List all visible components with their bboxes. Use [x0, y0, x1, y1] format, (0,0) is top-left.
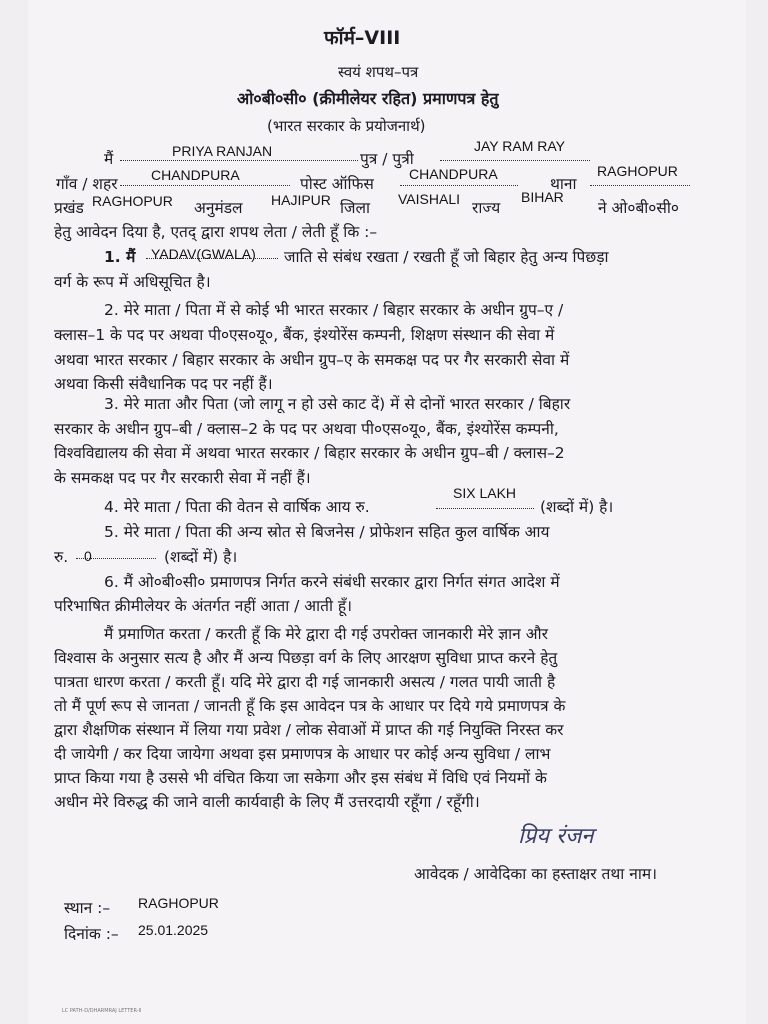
para1-lead: 1. मैं: [104, 248, 136, 266]
place-label: स्थान :–: [64, 899, 111, 917]
date-value: 25.01.2025: [138, 922, 209, 938]
para4-lead: 4. मेरे माता / पिता की वेतन से वार्षिक आय रु.: [104, 498, 370, 516]
para7-line7: प्राप्त किया गया है उससे भी वंचित किया जा सकेगा और इस संबंध में विधि एवं नियमों के: [54, 769, 547, 787]
label-anumandal: अनुमंडल: [194, 199, 243, 217]
label-post-office: पोस्ट ऑफिस: [300, 175, 374, 193]
thana-name: RAGHOPUR: [597, 163, 678, 179]
label-zila: जिला: [340, 199, 371, 217]
para5-tail2: (शब्दों में) है।: [164, 548, 238, 566]
para7-line4: तो मैं पूर्ण रूप से जानता / जानती हूँ कि इस आवेदन पत्र के आधार पर दिये गये प्रमाणपत्र के: [54, 697, 566, 715]
para7-line1: मैं प्रमाणित करता / करती हूँ कि मेरे द्वारा दी गई उपरोक्त जानकारी मेरे ज्ञान और: [104, 625, 548, 643]
para3-line2: सरकार के अधीन ग्रुप–बी / क्लास–2 के पद पर अथवा पी०एस०यू०, बैंक, इंश्योरेंस कम्पनी,: [54, 420, 559, 438]
para3-line1: 3. मेरे माता और पिता (जो लागू न हो उसे काट दें) में से दोनों भारत सरकार / बिहार: [104, 395, 571, 413]
signature-caption: आवेदक / आवेदिका का हस्ताक्षर तथा नाम।: [414, 865, 657, 883]
para3-line3: विश्वविद्यालय की सेवा में अथवा भारत सरकार / बिहार सरकार के अधीन ग्रुप–बी / क्लास–2: [54, 444, 565, 462]
label-rajya: राज्य: [472, 199, 501, 217]
para7-line6: दी जायेगी / कर दिया जायेगा अथवा इस प्रमाणपत्र के आधार पर कोई अन्य सुविधा / लाभ: [54, 745, 551, 763]
caste-name: YADAV(GWALA): [151, 246, 256, 262]
post-office-name: CHANDPURA: [409, 166, 498, 182]
district-name: VAISHALI: [398, 191, 460, 207]
handwritten-signature: प्रिय रंजन: [518, 824, 594, 849]
para5-line1: 5. मेरे माता / पिता की अन्य स्रोत से बिजनेस / प्रोफेशन सहित कुल वार्षिक आय: [104, 523, 550, 541]
label-ne-obc: ने ओ०बी०सी०: [598, 199, 679, 217]
father-name: JAY RAM RAY: [474, 138, 566, 154]
para7-line8: अधीन मेरे विरुद्ध की जाने वाली कार्यवाही के लिए मैं उत्तरदायी रहूँगा / रहूँगी।: [54, 793, 480, 811]
para6-line2: परिभाषित क्रीमीलेयर के अंतर्गत नहीं आता / आती हूँ।: [54, 597, 353, 615]
para2-line4: अथवा किसी संवैधानिक पद पर नहीं हैं।: [54, 375, 273, 393]
date-label: दिनांक :–: [64, 925, 119, 943]
footer-tag: LC PATH-D/DHARMRAJ LETTER-II: [62, 1008, 142, 1014]
para6-line1: 6. मैं ओ०बी०सी० प्रमाणपत्र निर्गत करने संबंधी सरकार द्वारा निर्गत संगत आदेश में: [104, 573, 560, 591]
para5-lead2: रु.: [54, 548, 69, 566]
form-title: फॉर्म–VIII: [324, 27, 401, 49]
subtitle-certificate: ओ०बी०सी० (क्रीमीलेयर रहित) प्रमाणपत्र हेतु: [237, 89, 499, 108]
applicant-name: PRIYA RANJAN: [172, 143, 273, 159]
village-name: CHANDPURA: [151, 167, 240, 183]
para2-line3: अथवा भारत सरकार / बिहार सरकार के अधीन ग्रुप–ए के समकक्ष पद पर गैर सरकारी सेवा में: [54, 351, 570, 369]
label-main: मैं: [104, 150, 114, 168]
para2-line1: 2. मेरे माता / पिता में से कोई भी भारत सरकार / बिहार सरकार के अधीन ग्रुप–ए /: [104, 301, 564, 319]
label-prakhand: प्रखंड: [54, 199, 84, 217]
para1-line2: वर्ग के रूप में अधिसूचित है।: [54, 273, 211, 291]
intro-line: हेतु आवेदन दिया है, एतद् द्वारा शपथ लेता / लेती हूँ कि :–: [54, 223, 378, 241]
para4-tail: (शब्दों में) है।: [540, 498, 614, 516]
para7-line5: द्वारा शैक्षणिक संस्थान में लिया गया प्रवेश / लोक सेवाओं में प्राप्त की गई नियुक्ति निरस्त कर: [54, 721, 564, 739]
label-putra-putri: पुत्र / पुत्री: [360, 150, 414, 168]
block-name: RAGHOPUR: [92, 193, 173, 209]
label-gaon-shahar: गाँव / शहर: [56, 175, 118, 193]
income-other: 0: [84, 548, 92, 564]
income-salary: SIX LAKH: [453, 485, 517, 501]
place-value: RAGHOPUR: [138, 895, 219, 911]
para3-line4: के समकक्ष पद पर गैर सरकारी सेवा में नहीं हैं।: [54, 469, 311, 487]
para2-line2: क्लास–1 के पद पर अथवा पी०एस०यू०, बैंक, इंश्योरेंस कम्पनी, शिक्षण संस्थान की सेवा में: [54, 326, 555, 344]
para7-line2: विश्वास के अनुसार सत्य है और मैं अन्य पिछड़ा वर्ग के लिए आरक्षण सुविधा प्राप्त करने हेतु: [54, 649, 558, 667]
subdivision-name: HAJIPUR: [271, 192, 331, 208]
state-name: BIHAR: [521, 189, 564, 205]
subtitle-affidavit: स्वयं शपथ–पत्र: [338, 63, 419, 81]
label-thana: थाना: [550, 175, 577, 193]
subtitle-purpose: (भारत सरकार के प्रयोजनार्थ): [267, 117, 426, 135]
para1-line1-rest: जाति से संबंध रखता / रखती हूँ जो बिहार हेतु अन्य पिछड़ा: [284, 248, 609, 266]
para7-line3: पात्रता धारण करता / करती हूँ। यदि मेरे द्वारा दी गई जानकारी असत्य / गलत पायी जाती है: [54, 673, 556, 691]
